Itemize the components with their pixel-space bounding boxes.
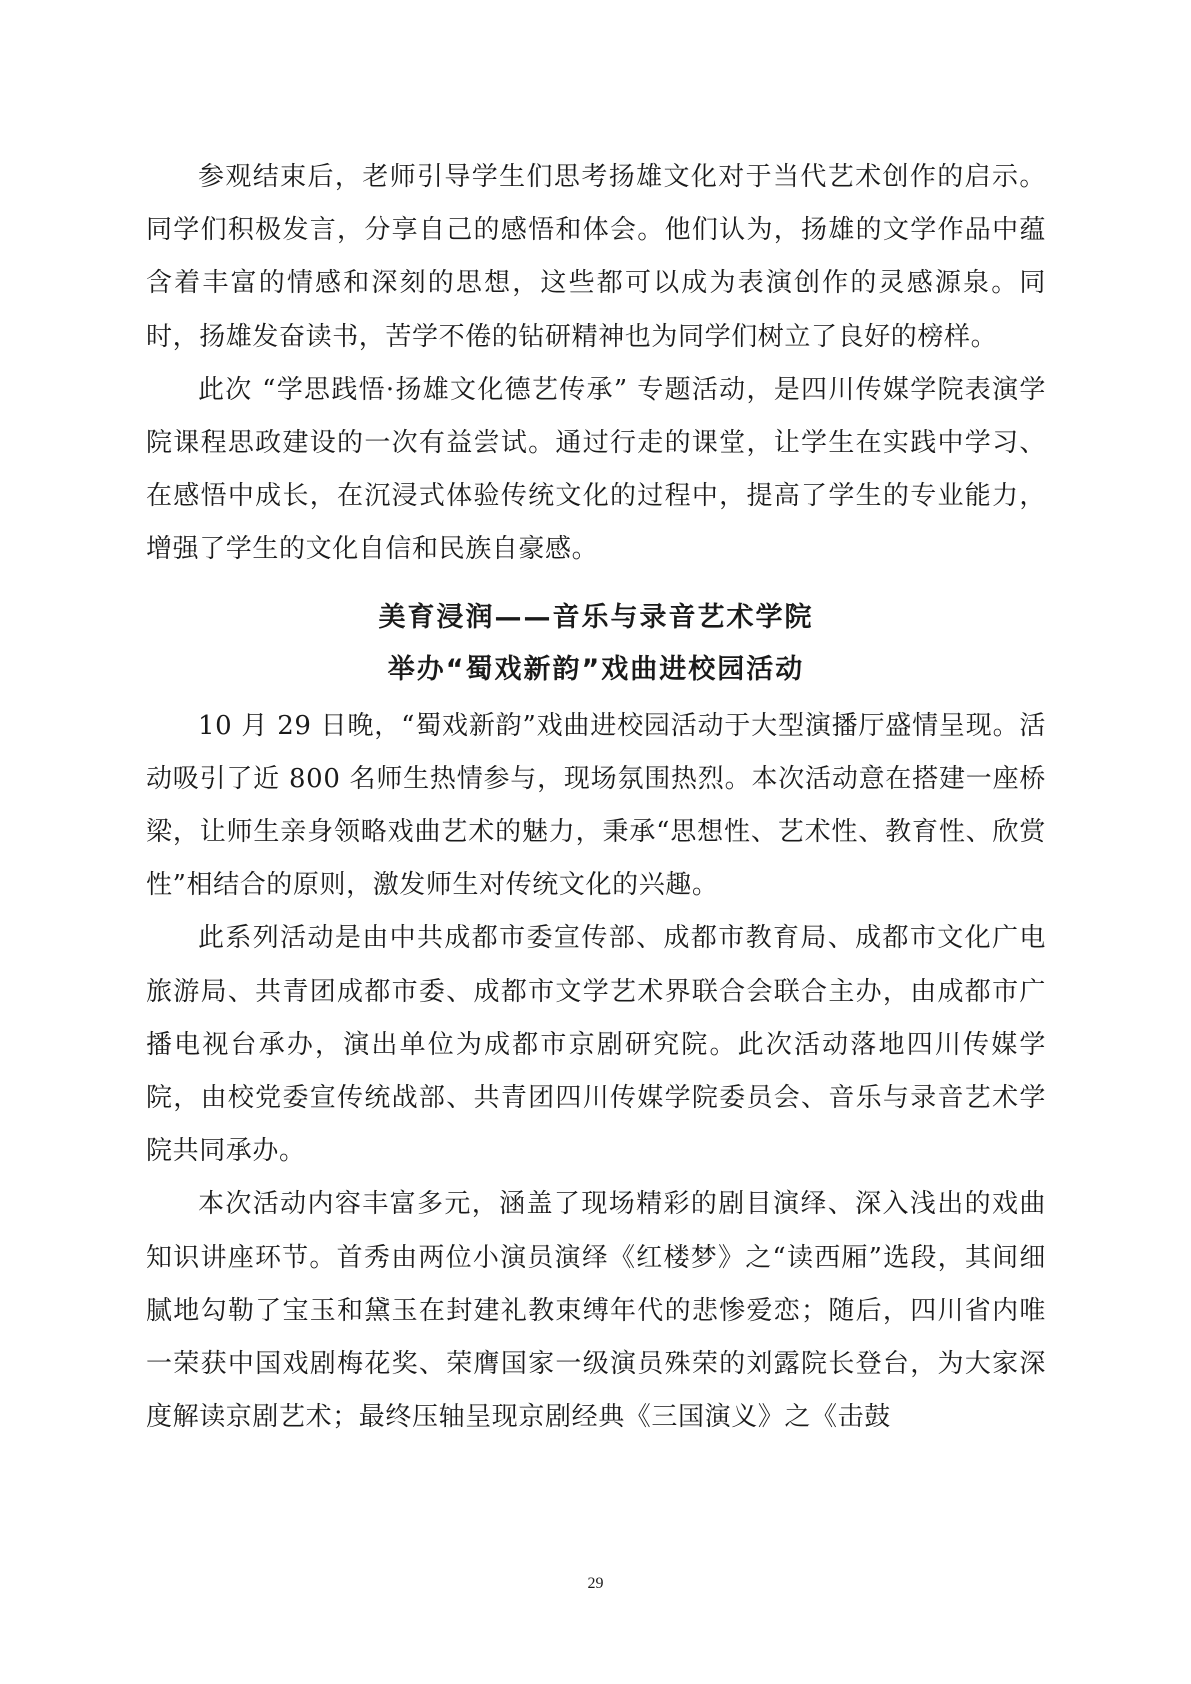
page-number: 29 bbox=[587, 1575, 604, 1592]
article-title-line-1: 美育浸润——音乐与录音艺术学院 bbox=[378, 601, 814, 633]
paragraph-event-intro: 10 月 29 日晚，“蜀戏新韵”戏曲进校园活动于大型演播厅盛情呈现。活动吸引了近 800 名师生热情参与，现场氛围热烈。本次活动意在搭建一座桥梁，让师生亲身领略戏曲艺术的魅力，秉承“思想性、艺术性、教育性、欣赏性”相结合的原则，激发师生对传统文化的兴趣。 bbox=[146, 710, 1046, 901]
article-heading bbox=[146, 577, 1046, 700]
article-title-line-2: 举办“蜀戏新韵”戏曲进校园活动 bbox=[387, 653, 805, 685]
paragraph-activity-summary: 此次 “学思践悟·扬雄文化德艺传承” 专题活动，是四川传媒学院表演学院课程思政建设的一次有益尝试。通过行走的课堂，让学生在实践中学习、在感悟中成长，在沉浸式体验传统文化的过程中，提高了学生的专业能力，增强了学生的文化自信和民族自豪感。 bbox=[146, 374, 1046, 565]
paragraph-reflection: 参观结束后，老师引导学生们思考扬雄文化对于当代艺术创作的启示。同学们积极发言，分享自己的感悟和体会。他们认为，扬雄的文学作品中蕴含着丰富的情感和深刻的思想，这些都可以成为表演创作的灵感源泉。同时，扬雄发奋读书，苦学不倦的钻研精神也为同学们树立了良好的榜样。 bbox=[146, 162, 1046, 352]
document-body bbox=[146, 151, 1046, 1444]
paragraph-program: 本次活动内容丰富多元，涵盖了现场精彩的剧目演绎、深入浅出的戏曲知识讲座环节。首秀由两位小演员演绎《红楼梦》之“读西厢”选段，其间细腻地勾勒了宝玉和黛玉在封建礼教束缚年代的悲惨爱恋；随后，四川省内唯一荣获中国戏剧梅花奖、荣膺国家一级演员殊荣的刘露院长登台，为大家深度解读京剧艺术；最终压轴呈现京剧经典《三国演义》之《击鼓 bbox=[146, 1189, 1046, 1433]
paragraph-organizers: 此系列活动是由中共成都市委宣传部、成都市教育局、成都市文化广电旅游局、共青团成都市委、成都市文学艺术界联合会联合主办，由成都市广播电视台承办，演出单位为成都市京剧研究院。此次活动落地四川传媒学院，由校党委宣传统战部、共青团四川传媒学院委员会、音乐与录音艺术学院共同承办。 bbox=[146, 923, 1046, 1167]
